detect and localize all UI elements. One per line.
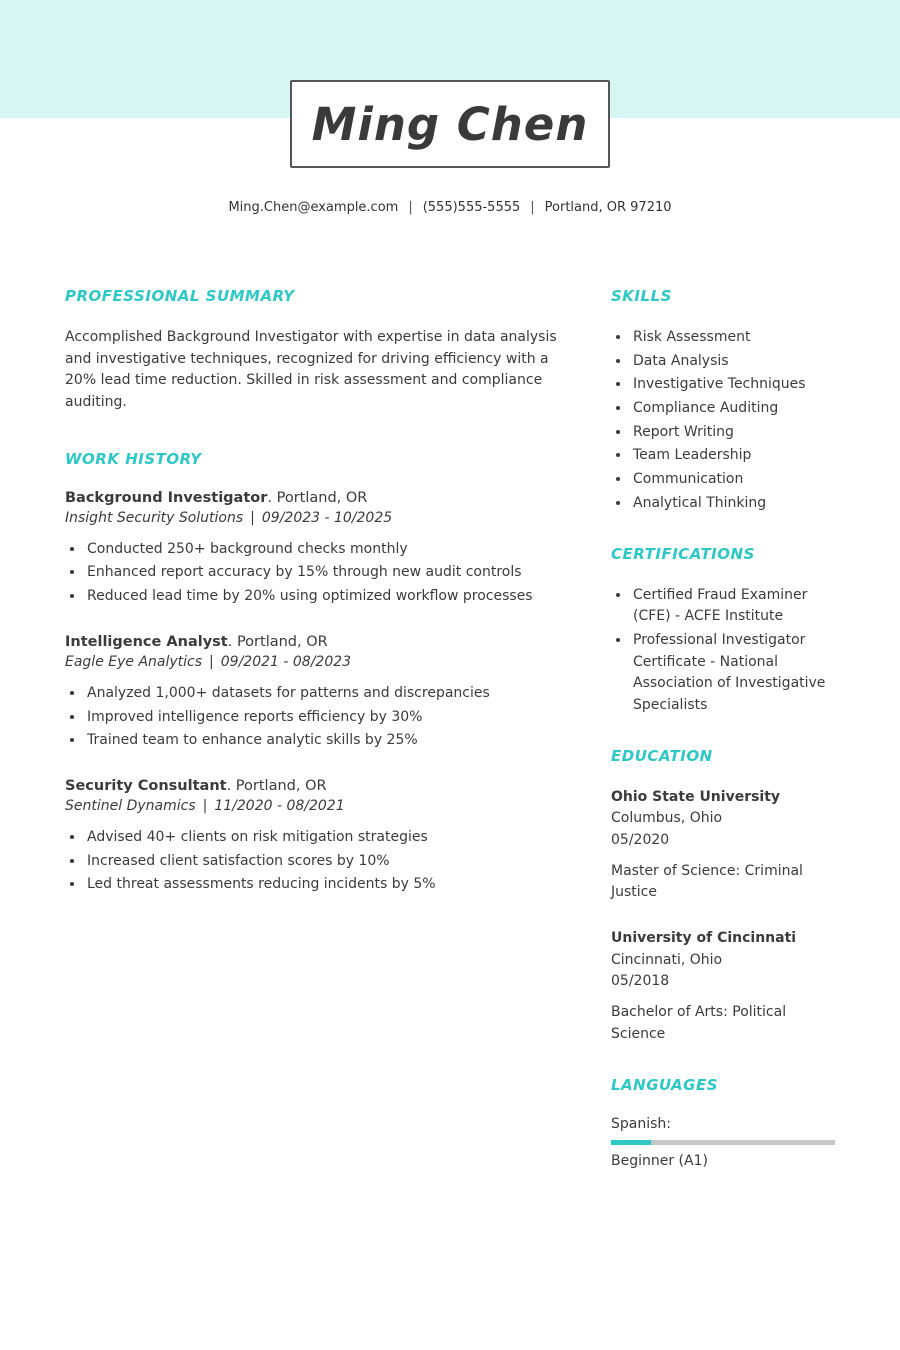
company-name: Eagle Eye Analytics [65,653,203,670]
language-progress-bar [611,1140,835,1145]
school-degree: Master of Science: Criminal Justice [611,862,803,901]
section-heading-work-history: WORK HISTORY [65,449,202,468]
skill-item: • Risk Assessment [631,327,835,349]
job-dates: 11/2020 - 08/2021 [214,797,345,814]
language-entry [611,1116,835,1169]
job-entry [65,778,559,896]
certifications-list [611,585,835,717]
school-city: Columbus, Ohio [611,810,723,827]
skill-item: • Report Writing [631,422,835,444]
section-work-history [65,450,559,896]
company-line [65,654,559,670]
bullet-item: • Increased client satisfaction scores by 10% [85,851,559,873]
title-location-separator: . [227,633,237,650]
job-location: Portland, OR [236,633,328,650]
content-columns [0,287,900,1169]
summary-text: Accomplished Background Investigator with expertise in data analysis and investigative techniques, recognized for driving efficiency with a 20% lead time reduction. Skilled in risk assessment and compliance auditing. [65,329,557,411]
job-title: Intelligence Analyst [65,633,228,650]
section-heading-skills: SKILLS [611,287,672,305]
company-line [65,510,559,526]
title-location-separator: . [226,777,236,794]
title-location-separator: . [267,489,277,506]
skill-item: • Data Analysis [631,351,835,373]
section-heading-languages: LANGUAGES [611,1075,719,1094]
name-box [290,80,610,168]
job-bullet-list [65,683,559,752]
job-title: Background Investigator [65,489,268,506]
company-name: Sentinel Dynamics [65,797,196,814]
section-education [611,747,835,1046]
school-entry [611,928,835,1045]
job-dates: 09/2021 - 08/2023 [220,653,352,670]
bullet-item: • Trained team to enhance analytic skills by 25% [85,730,559,752]
job-title-line [65,490,559,506]
skill-item: • Team Leadership [631,445,835,467]
right-column [611,287,835,1169]
contact-separator: | [530,200,535,215]
school-name: University of Cincinnati [611,930,797,947]
contact-separator: | [408,200,413,215]
job-bullet-list [65,539,559,608]
skill-item: • Investigative Techniques [631,374,835,396]
school-degree: Bachelor of Arts: Political Science [611,1004,787,1042]
bullet-item: • Improved intelligence reports efficiency by 30% [85,707,559,729]
section-heading-education: EDUCATION [611,746,713,765]
job-bullet-list [65,827,559,896]
company-name: Insight Security Solutions [65,509,244,526]
email-text: Ming.Chen@example.com [228,200,399,215]
job-title-line [65,778,559,794]
job-location: Portland, OR [235,777,327,794]
bullet-item: • Advised 40+ clients on risk mitigation strategies [85,827,559,849]
school-date: 05/2018 [611,973,670,990]
certification-item: • Professional Investigator Certificate - National Association of Investigative Specialists [631,630,835,717]
left-column [65,287,559,1169]
job-title: Security Consultant [65,777,227,794]
language-level: Beginner (A1) [611,1152,708,1169]
skill-item: • Analytical Thinking [631,493,835,515]
school-date: 05/2020 [611,832,670,848]
school-city: Cincinnati, Ohio [611,951,723,968]
job-location: Portland, OR [276,489,368,506]
certification-item: • Certified Fraud Examiner (CFE) - ACFE Institute [631,585,835,628]
job-dates: 09/2023 - 10/2025 [261,509,393,526]
section-professional-summary [65,287,559,414]
company-dates-separator: | [202,797,208,814]
section-skills [611,287,835,515]
skills-list [611,327,835,515]
page-title: Ming Chen [311,97,589,151]
skill-item: • Compliance Auditing [631,398,835,420]
contact-line [0,200,900,215]
bullet-item: • Reduced lead time by 20% using optimized workflow processes [85,586,559,608]
section-heading-professional-summary: PROFESSIONAL SUMMARY [65,287,295,305]
location-text: Portland, OR 97210 [544,200,672,215]
bullet-item: • Analyzed 1,000+ datasets for patterns and discrepancies [85,683,559,705]
section-languages [611,1076,835,1169]
bullet-item: • Led threat assessments reducing incidents by 5% [85,874,559,896]
skill-item: • Communication [631,469,835,491]
company-dates-separator: | [250,509,255,526]
phone-text: (555)555-5555 [422,200,521,215]
school-name: Ohio State University [611,788,781,805]
school-entry [611,787,835,904]
company-line [65,798,559,814]
section-certifications [611,545,835,717]
job-title-line [65,634,559,650]
language-progress-fill [611,1140,651,1145]
language-name: Spanish: [611,1115,671,1132]
job-entry [65,490,559,608]
section-heading-certifications: CERTIFICATIONS [611,544,755,563]
bullet-item: • Enhanced report accuracy by 15% through new audit controls [85,562,559,584]
bullet-item: • Conducted 250+ background checks monthly [85,539,559,561]
job-entry [65,634,559,752]
company-dates-separator: | [209,653,214,670]
